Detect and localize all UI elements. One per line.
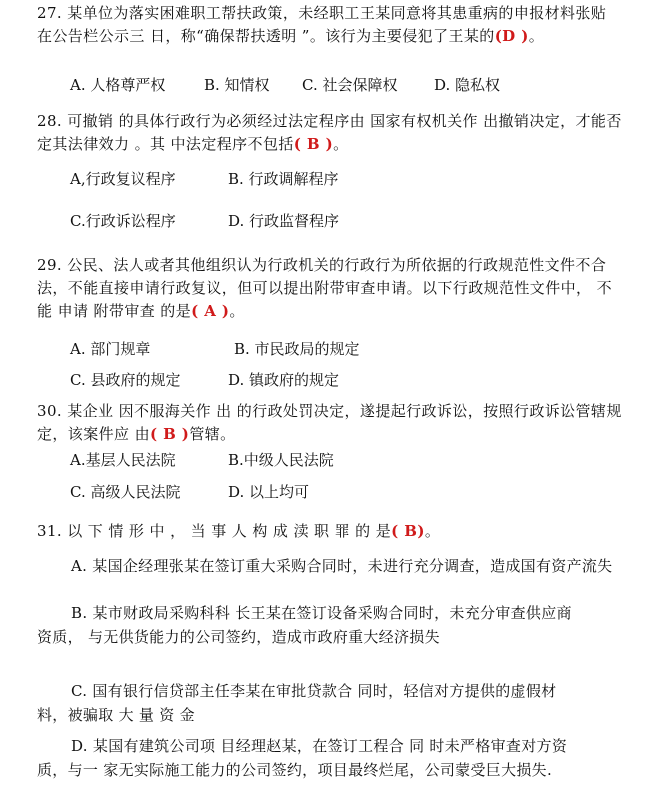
question-29-option-d: D. 镇政府的规定 [228,371,340,389]
question-31-option-c: C. 国有银行信贷部主任李某在审批贷款合 同时，轻信对方提供的虚假材料，被骗取 大 量 资 金 [37,682,557,724]
question-27-option-c: C. 社会保障权 [302,76,398,94]
question-28-stem: 28. 可撤销 的具体行政行为必须经过法定程序由 国家有权机关作 出撤销决定，才能否 定其法律效力 。其 中法定程序不包括 [37,112,622,153]
question-28-option-d: D. 行政监督程序 [228,212,340,230]
question-31-option-d: D. 某国有建筑公司项 目经理赵某，在签订工程合 同 时未严格审查对方资质，与一 家无实际施工能力的公司签约，项目最终烂尾，公司蒙受巨大损失. [37,737,568,779]
question-30-option-a: A.基层人民法院 [70,451,176,469]
question-29-option-b: B. 市民政局的规定 [234,340,360,358]
question-31-option-b: B. 某市财政局采购科科 长王某在签订设备采购合同时，未充分审查供应商资质， 与无供货能力的公司签约，造成市政府重大经济损失 [37,604,572,646]
question-28-option-b: B. 行政调解程序 [228,170,339,188]
question-29-option-c: C. 县政府的规定 [70,371,181,389]
question-30-end: 管辖。 [189,425,236,443]
question-27 [37,2,622,48]
question-28-option-c: C.行政诉讼程序 [70,212,176,230]
question-29-end: 。 [229,302,245,320]
question-30-stem: 30. 某企业 因不服海关作 出 的行政处罚决定，遂提起行政诉讼，按照行政诉讼管辖规 定，该案件应 由 [37,402,622,443]
question-30-option-b: B.中级人民法院 [228,451,334,469]
question-29-stem: 29. 公民、法人或者其他组织认为行政机关的行政行为所依据的行政规范性文件不合 法，不能直接申请行政复议，但可以提出附带审查申请。以下行政规范性文件中， 不能 申请 附带审查 的是 [37,256,612,320]
question-30-answer: ( B ) [149,425,190,443]
question-30 [37,400,622,446]
question-28 [37,110,622,156]
question-28-answer: ( B ) [293,135,334,153]
question-27-stem: 27. 某单位为落实困难职工帮扶政策，未经职工王某同意将其患重病的申报材料张贴 在公告栏公示三 日，称“确保帮扶透明 ”。该行为主要侵犯了王某的 [37,4,607,45]
question-27-option-b: B. 知情权 [204,76,270,94]
question-27-option-a: A. 人格尊严权 [70,76,166,94]
question-28-end: 。 [333,135,349,153]
question-29-option-a: A. 部门规章 [70,340,151,358]
question-30-option-d: D. 以上均可 [228,483,310,501]
question-31-option-a: A. 某国企经理张某在签订重大采购合同时，未进行充分调查，造成国有资产流失 [71,557,613,575]
question-29-answer: ( A ) [191,302,230,320]
question-31-answer: ( B) [391,522,425,540]
question-27-option-d: D. 隐私权 [434,76,501,94]
question-29 [37,254,622,323]
question-31 [37,520,622,543]
question-31-stem: 31. 以 下 情 形 中 ， 当 事 人 构 成 渎 职 罪 的 是 [37,522,392,540]
question-27-answer: (D ) [494,27,529,45]
question-31-end: 。 [424,522,441,540]
question-27-end: 。 [528,27,545,45]
question-30-option-c: C. 高级人民法院 [70,483,181,501]
question-28-option-a: A,行政复议程序 [70,170,176,188]
